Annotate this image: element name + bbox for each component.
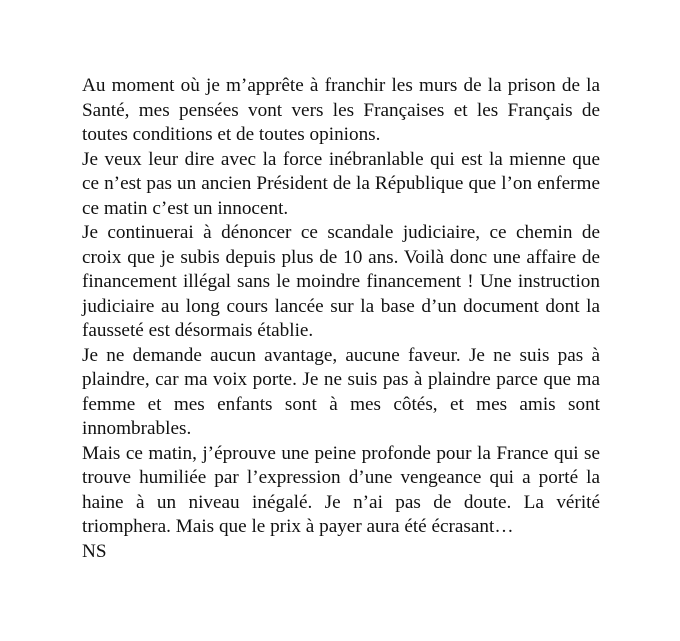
- signature: NS: [82, 540, 107, 562]
- paragraph-5: Mais ce matin, j’éprouve une peine profonde pour la France qui se trouve humiliée par l’expression d’une vengeance qui a porté la haine à un niveau inégalé. Je n’ai pas de doute. La vérité triomphera. Mais que le prix à payer aura été écrasant…: [82, 442, 600, 537]
- statement-text: [82, 74, 600, 564]
- paragraph-4: Je ne demande aucun avantage, aucune faveur. Je ne suis pas à plaindre, car ma voix porte. Je ne suis pas à plaindre parce que ma femme et mes enfants sont à mes côtés, et mes amis sont innombrables.: [82, 344, 600, 439]
- paragraph-2: Je veux leur dire avec la force inébranlable qui est la mienne que ce n’est pas un ancien Président de la République que l’on enferme ce matin c’est un innocent.: [82, 148, 600, 219]
- paragraph-1: Au moment où je m’apprête à franchir les murs de la prison de la Santé, mes pensées vont vers les Françaises et les Français de toutes conditions et de toutes opinions.: [82, 75, 600, 145]
- paragraph-3: Je continuerai à dénoncer ce scandale judiciaire, ce chemin de croix que je subis depuis plus de 10 ans. Voilà donc une affaire de financement illégal sans le moindre financement ! Une instruction judiciaire au long cours lancée sur la base d’un document dont la fausseté est désormais établie.: [82, 222, 600, 341]
